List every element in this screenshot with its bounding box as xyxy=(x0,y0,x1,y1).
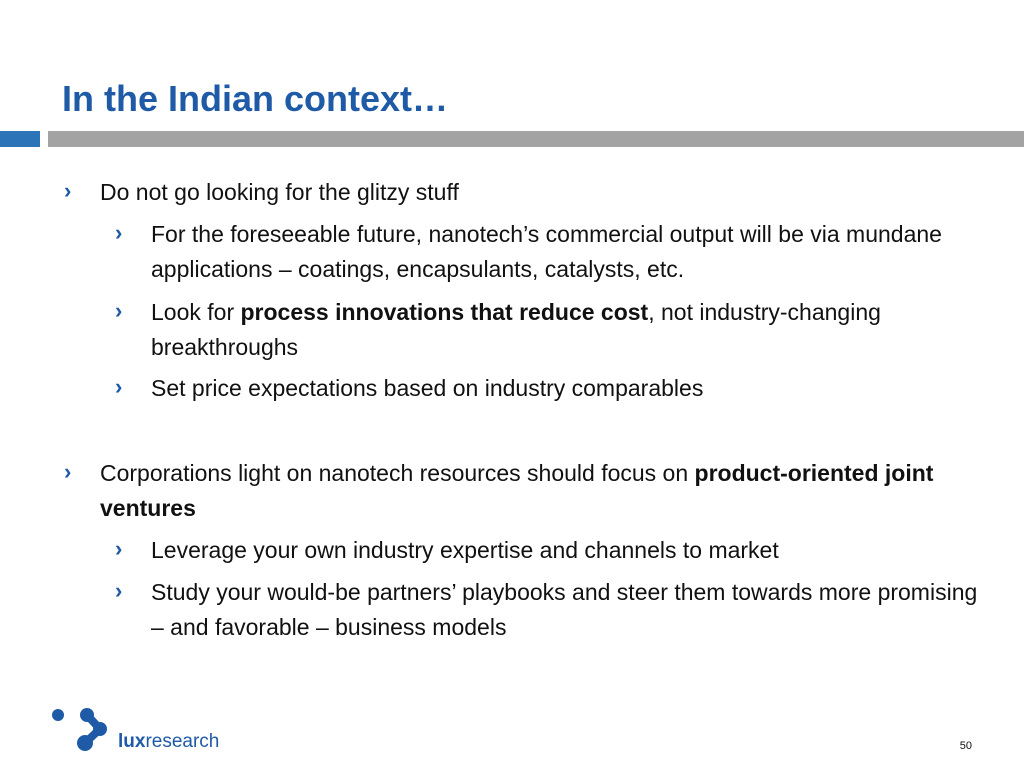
bullet-text: Study your would-be partners’ playbooks and steer them towards more promising – and favorable – business models xyxy=(151,579,978,640)
title-divider-bar xyxy=(48,131,1024,147)
chevron-bullet-icon: › xyxy=(64,178,72,203)
title-accent-bar xyxy=(0,131,40,147)
bullet-l2-study-partners xyxy=(115,575,991,645)
bullet-text: Leverage your own industry expertise and channels to market xyxy=(151,537,779,563)
bullet-text: Set price expectations based on industry comparables xyxy=(151,375,704,401)
chevron-bullet-icon: › xyxy=(115,374,123,399)
logo-wordmark xyxy=(118,731,219,753)
bullet-l2-process-innovations xyxy=(115,295,991,365)
bullet-text-bold: product-oriented joint ventures xyxy=(100,460,934,521)
page-number: 50 xyxy=(959,740,972,752)
chevron-bullet-icon: › xyxy=(115,536,123,561)
bullet-text-pre: Look for xyxy=(151,299,241,325)
bullet-text-post: , not industry-changing breakthroughs xyxy=(151,299,881,360)
chevron-bullet-icon: › xyxy=(64,459,72,484)
bullet-text-pre: Corporations light on nanotech resources should focus on xyxy=(100,460,695,486)
bullet-text-bold: process innovations that reduce cost xyxy=(240,299,649,325)
slide-title: In the Indian context… xyxy=(62,78,449,119)
logo-wordmark-lux: lux xyxy=(118,731,146,752)
logo-wordmark-research: research xyxy=(145,731,220,752)
chevron-bullet-icon: › xyxy=(115,220,123,245)
bullet-text: Do not go looking for the glitzy stuff xyxy=(100,179,459,205)
chevron-bullet-icon: › xyxy=(115,578,123,603)
bullet-text: For the foreseeable future, nanotech’s commercial output will be via mundane applications – coatings, encapsulants, catalysts, etc. xyxy=(151,221,942,282)
chevron-bullet-icon: › xyxy=(115,298,123,323)
bullet-l1-glitzy xyxy=(64,175,980,210)
bullet-l2-leverage-expertise xyxy=(115,533,991,568)
bullet-l1-joint-ventures xyxy=(64,456,980,526)
bullet-l2-price-expectations xyxy=(115,371,991,406)
bullet-l2-mundane-applications xyxy=(115,217,991,287)
